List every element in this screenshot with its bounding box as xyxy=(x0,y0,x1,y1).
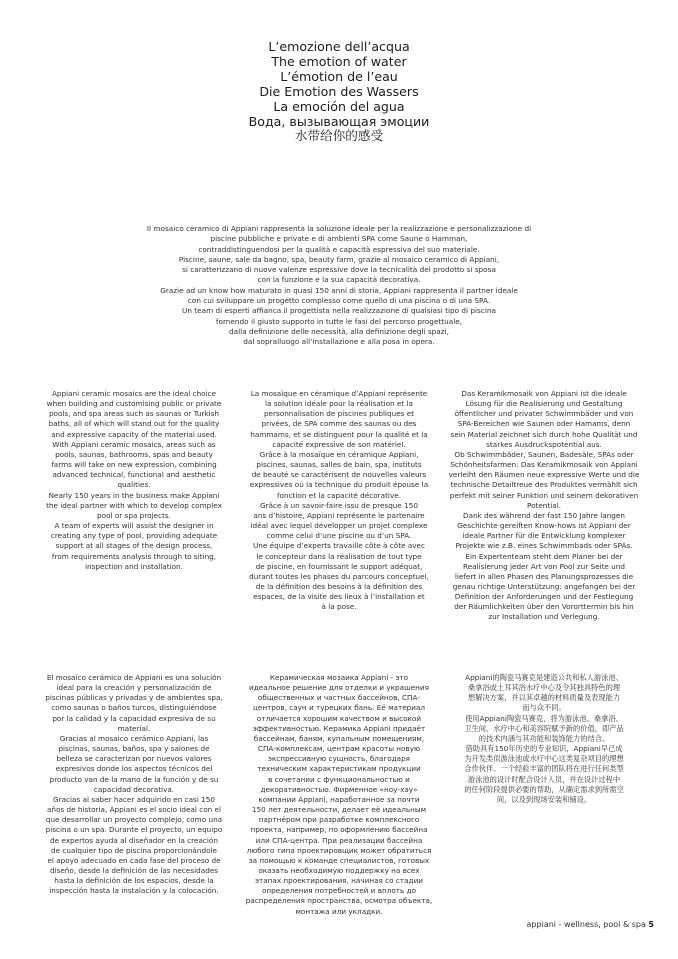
text-line: в сочетании с функциональностью и xyxy=(268,774,410,784)
text-line: perfekt mit seiner Funktion und seinem dekorativen xyxy=(449,490,639,500)
text-line: le concepteur dans la réalisation de tout type xyxy=(256,551,422,561)
column-english xyxy=(38,389,230,572)
text-line: si caratterizzano di nuove valenze espressive dove la tecnicalità del prodotto si sposa xyxy=(182,265,496,275)
text-line: pools, saunas, bathrooms, spas and beauty xyxy=(55,449,213,459)
text-line: монтажа или укладки. xyxy=(295,906,383,916)
text-line: the ideal partner with which to develop complex xyxy=(46,500,222,510)
text-line: La mosaïque en céramique d’Appiani représente xyxy=(250,389,428,398)
text-line: capacidad decorativa. xyxy=(93,784,175,794)
text-line: 为开发类似游泳池或水疗中心这类复杂项目的理想 xyxy=(464,754,624,764)
text-line: Definition der Anforderungen und der Festlegung xyxy=(454,592,634,602)
text-line: piscines, saunas, salles de bain, spa, instituts xyxy=(256,460,422,470)
text-line: Gracias al saber hacer adquirido en casi 150 xyxy=(53,794,215,804)
text-line: hasta la definición de los espacios, desde la xyxy=(54,876,214,886)
text-line: como saunas o baños turcos, distinguiéndose xyxy=(51,703,217,713)
text-line: любого типа проектировщик может обратиться xyxy=(246,845,432,855)
text-line: ideal para la creación y personalización de xyxy=(56,683,212,693)
text-line: 的技术内涵与其功能和装饰能力的结合。 xyxy=(478,733,610,743)
text-line: personnalisation de piscines publiques et xyxy=(263,409,415,419)
text-line: belleza se caracterizan por nuevos valores xyxy=(56,754,212,764)
text-line: and expressive capacity of the material used. xyxy=(51,429,217,439)
text-line: idéal avec lequel développer un projet complexe xyxy=(250,521,428,531)
title-block xyxy=(0,40,678,144)
page-number: 5 xyxy=(648,920,654,929)
text-line: when building and customising public or private xyxy=(46,399,222,409)
text-line: starkes Ausdruckspotential aus. xyxy=(486,439,602,449)
text-line: A team of experts will assist the designer in xyxy=(54,521,214,531)
text-line: 而与众不同。 xyxy=(522,703,566,713)
text-line: 借助具有150年历史的专业知识，Appiani早已成 xyxy=(465,744,623,754)
text-line: техническим характеристикам продукции xyxy=(257,764,421,774)
text-line: 卫生间、水疗中心和美容院赋予新的价值，即产品 xyxy=(464,723,624,733)
text-line: de piscine, en fournissant le support adéquat, xyxy=(255,561,423,571)
text-line: años de historia, Appiani es el socio ideal con el xyxy=(46,805,222,815)
text-line: определения потребностей и вплоть до xyxy=(261,886,417,896)
text-line: support at all stages of the design process, xyxy=(55,541,213,551)
text-line: Grâce à la mosaïque en céramique Appiani, xyxy=(259,449,419,459)
text-line: Керамическая мозаика Appiani - это xyxy=(269,673,409,682)
text-line: liefert in allen Phasen des Planungsprozesses die xyxy=(454,571,634,581)
column-german xyxy=(448,389,640,623)
text-line: piscine pubbliche e private e di ambienti SPA come Saune o Hamman, xyxy=(210,234,468,244)
page-footer xyxy=(527,920,654,929)
text-line: этапах проектирования, начиная со стадии xyxy=(255,876,423,886)
text-line: producto van de la mano de la función y de su xyxy=(49,774,219,784)
column-spanish xyxy=(38,673,230,896)
text-line: que desarrollar un proyecto complejo, como una xyxy=(45,815,223,825)
text-line: Geschichte gereiften Know-hows ist Appiani der xyxy=(457,521,631,531)
text-line: piscina o un spa. Durante el proyecto, un equipo xyxy=(45,825,223,835)
text-line: farms will take on new expression, combining xyxy=(51,460,217,470)
text-line: 间，以及到现场安装和铺设。 xyxy=(496,794,592,804)
text-line: piscinas públicas y privadas y de ambientes spa, xyxy=(45,693,223,703)
text-line: expresivos donde los aspectos técnicos del xyxy=(55,764,213,774)
text-line: ideale Partner für die Entwicklung komplexer xyxy=(462,531,626,541)
text-line: эффективностью. Керамика Appiani придаёт xyxy=(252,723,426,733)
text-line: Appiani ceramic mosaics are the ideal choice xyxy=(51,389,217,398)
text-line: Das Keramikmosaik von Appiani ist die ideale xyxy=(461,389,627,398)
text-line: Ob Schwimmbäder, Saunen, Badesäle, SPAs oder xyxy=(454,449,634,459)
text-line: отличается хорошим качеством и высокой xyxy=(256,713,422,723)
text-line: por la calidad y la capacidad expresiva de su xyxy=(52,713,216,723)
text-line: dal sopralluogo all’installazione e alla posa in opera. xyxy=(243,337,435,347)
text-line: 想解决方案，并以其卓越的材料质量及表现能力 xyxy=(467,693,621,703)
text-line: diseño, desde la definición de las necesidades xyxy=(49,865,219,875)
text-line: Grâce à un savoir-faire issu de presque 150 xyxy=(259,500,419,510)
text-line: pool or spa projects. xyxy=(97,510,171,520)
text-line: con la funzione e la sua capacità decorativa. xyxy=(257,275,421,285)
text-line: de la définition des besoins à la définition des xyxy=(255,581,423,591)
title-german: Die Emotion des Wassers xyxy=(259,83,419,99)
text-line: el apoyo adecuado en cada fase del proceso de xyxy=(47,855,221,865)
text-line: SPA-Bereichen wie Saunen oder Hamams, denn xyxy=(457,419,631,429)
text-line: партнёром при разработке комплексного xyxy=(258,815,420,825)
text-line: 游泳池的设计时配合设计人员，并在设计过程中 xyxy=(467,774,621,784)
text-line: Potential. xyxy=(526,500,562,510)
text-line: 的任何阶段提供必要的帮助，从确定需求到所需空 xyxy=(464,784,624,794)
column-french xyxy=(243,389,435,612)
text-line: With Appiani ceramic mosaics, areas such as xyxy=(52,439,216,449)
text-line: de cualquier tipo de piscina proporcionándole xyxy=(51,845,217,855)
title-chinese: 水带给你的感受 xyxy=(294,128,384,144)
intro-italian xyxy=(120,224,558,348)
column-chinese xyxy=(448,673,640,805)
text-line: qualities. xyxy=(117,480,151,490)
text-line: 150 лет деятельности, делает её идеальным xyxy=(251,805,427,815)
footer-label: appiani - wellness, pool & spa xyxy=(526,920,646,929)
text-line: общественных и частных бассейнов, СПА- xyxy=(257,693,421,703)
text-line: Projekte wie z.B. eines Schwimmbads oder SPAs. xyxy=(455,541,633,551)
text-line: Il mosaico ceramico di Appiani rappresenta la soluzione ideale per la realizzazione e personalizzazione di xyxy=(146,224,532,233)
text-line: genau richtige Unterstützung: angefangen bei der xyxy=(452,581,636,591)
text-line: ans d’histoire, Appiani représente le partenaire xyxy=(253,510,425,520)
text-line: creating any type of pool, providing adequate xyxy=(50,531,218,541)
text-line: Realisierung jeder Art von Pool zur Seite und xyxy=(463,561,625,571)
title-spanish: La emoción del agua xyxy=(273,98,405,114)
text-line: Piscine, saune, sale da bagno, spa, beauty farm, grazie al mosaico ceramico di Appiani, xyxy=(178,254,500,264)
text-line: 合作伙伴。一个经验丰富的团队将在进行任何类型 xyxy=(464,764,624,774)
text-line: capacité expressive de son matériel. xyxy=(272,439,406,449)
title-french: L’émotion de l’eau xyxy=(280,68,398,84)
text-line: comme celui d’une piscine ou d’un SPA. xyxy=(266,531,412,541)
text-line: inspección hasta la instalación y la colocación. xyxy=(49,886,219,896)
text-line: inspection and installation. xyxy=(85,561,183,571)
text-line: contraddistinguendosi per la qualità e capacità espressiva del suo materiale. xyxy=(198,244,480,254)
text-line: durant toutes les phases du parcours conceptuel, xyxy=(249,571,429,581)
text-line: fornendo il giusto supporto in tutte le fasi del percorso progettuale, xyxy=(215,316,463,326)
text-line: à la pose. xyxy=(321,602,357,612)
title-italian: L’emozione dell’acqua xyxy=(268,39,410,54)
text-line: идеальное решение для отделки и украшения xyxy=(249,683,429,693)
text-line: espaces, de la visite des lieux à l’installation et xyxy=(253,592,425,602)
title-english: The emotion of water xyxy=(271,53,407,69)
text-line: technische Detailtreue des Produktes vermählt sich xyxy=(450,480,638,490)
text-line: экспрессивную сущность, благодаря xyxy=(267,754,411,764)
text-line: la solution idéale pour la réalisation et la xyxy=(265,399,413,409)
column-russian xyxy=(243,673,435,917)
text-line: material. xyxy=(117,723,151,733)
text-line: Gracias al mosaico cerámico Appiani, las xyxy=(59,733,209,743)
text-line: verleiht den Räumen neue expressive Werte und die xyxy=(448,470,640,480)
text-line: zur Installation und Verlegung. xyxy=(488,612,600,622)
text-line: Grazie ad un know how maturato in quasi 150 anni di storia, Appiani rappresenta il partner ideale xyxy=(160,285,518,295)
text-line: from requirements analysis through to siting, xyxy=(51,551,217,561)
text-line: Schönheitsfarmen: Das Keramikmosaik von Appiani xyxy=(450,460,638,470)
text-line: или СПА-центра. При реализации бассейна xyxy=(255,835,423,845)
text-line: декоративностью. Фирменное «ноу-хау» xyxy=(260,784,418,794)
text-line: Un team di esperti affianca il progettista nella realizzazione di qualsiasi tipo di piscina xyxy=(182,306,496,316)
text-line: de beauté se caractérisent de nouvelles valeurs xyxy=(251,470,427,480)
text-line: piscinas, saunas, baños, spa y salones de xyxy=(58,744,210,754)
text-line: Lösung für die Realisierung und Gestaltung xyxy=(465,399,623,409)
text-line: hammams, et se distinguent pour la qualité et la xyxy=(250,429,428,439)
text-line: sein Material zeichnet sich durch hohe Qualität und xyxy=(450,429,638,439)
text-line: dalla definizione delle necessità, alla definizione degli spazi, xyxy=(229,326,449,336)
text-line: 使用Appiani陶瓷马赛克，将为游泳池、桑拿浴、 xyxy=(465,713,623,723)
text-line: der Räumlichkeiten über den Vororttermin bis hin xyxy=(454,602,634,612)
text-line: компании Appiani, наработанное за почти xyxy=(258,794,420,804)
text-line: baths, all of which will stand out for the quality xyxy=(48,419,220,429)
text-line: con cui sviluppare un progetto complesso come quello di una piscina o di una SPA. xyxy=(187,296,491,306)
text-line: Appiani的陶瓷马赛克是建造公共和私人游泳池、 xyxy=(465,673,623,682)
text-line: fonction et la capacité décorative. xyxy=(276,490,402,500)
text-line: 桑拿浴或土耳其浴水疗中心及令其独具特色的理 xyxy=(467,683,621,693)
text-line: распределения пространства, осмотра объекта, xyxy=(245,896,433,906)
text-line: pools, and spa areas such as saunas or Turkish xyxy=(48,409,220,419)
text-line: El mosaico cerámico de Appiani es una solución xyxy=(46,673,222,682)
text-line: СПА-комплексам, центрам красоты новую xyxy=(257,744,421,754)
text-line: Nearly 150 years in the business make Appiani xyxy=(48,490,220,500)
text-line: Dank des während der fast 150 Jahre langen xyxy=(463,510,625,520)
text-line: de expertos ayuda al diseñador en la creación xyxy=(50,835,218,845)
text-line: оказать необходимую поддержку на всех xyxy=(258,865,420,875)
text-line: за помощью к команде специалистов, готовых xyxy=(248,855,430,865)
text-line: Une équipe d’experts travaille côte à côte avec xyxy=(253,541,425,551)
text-line: öffentlicher und privater Schwimmbäder und von xyxy=(454,409,634,419)
text-line: advanced technical, functional and aesthetic xyxy=(52,470,216,480)
text-line: бассейнам, баням, купальным помещениям, xyxy=(253,733,425,743)
text-line: privées, de SPA comme des saunas ou des xyxy=(261,419,417,429)
text-line: expressives où la technique du produit épouse la xyxy=(249,480,429,490)
text-line: проекта, например, по оформлению бассейна xyxy=(250,825,428,835)
text-line: центров, саун и турецких бань. Её материал xyxy=(252,703,426,713)
text-line: Ein Expertenteam steht dem Planer bei der xyxy=(465,551,623,561)
title-russian: Вода, вызывающая эмоции xyxy=(248,113,430,129)
